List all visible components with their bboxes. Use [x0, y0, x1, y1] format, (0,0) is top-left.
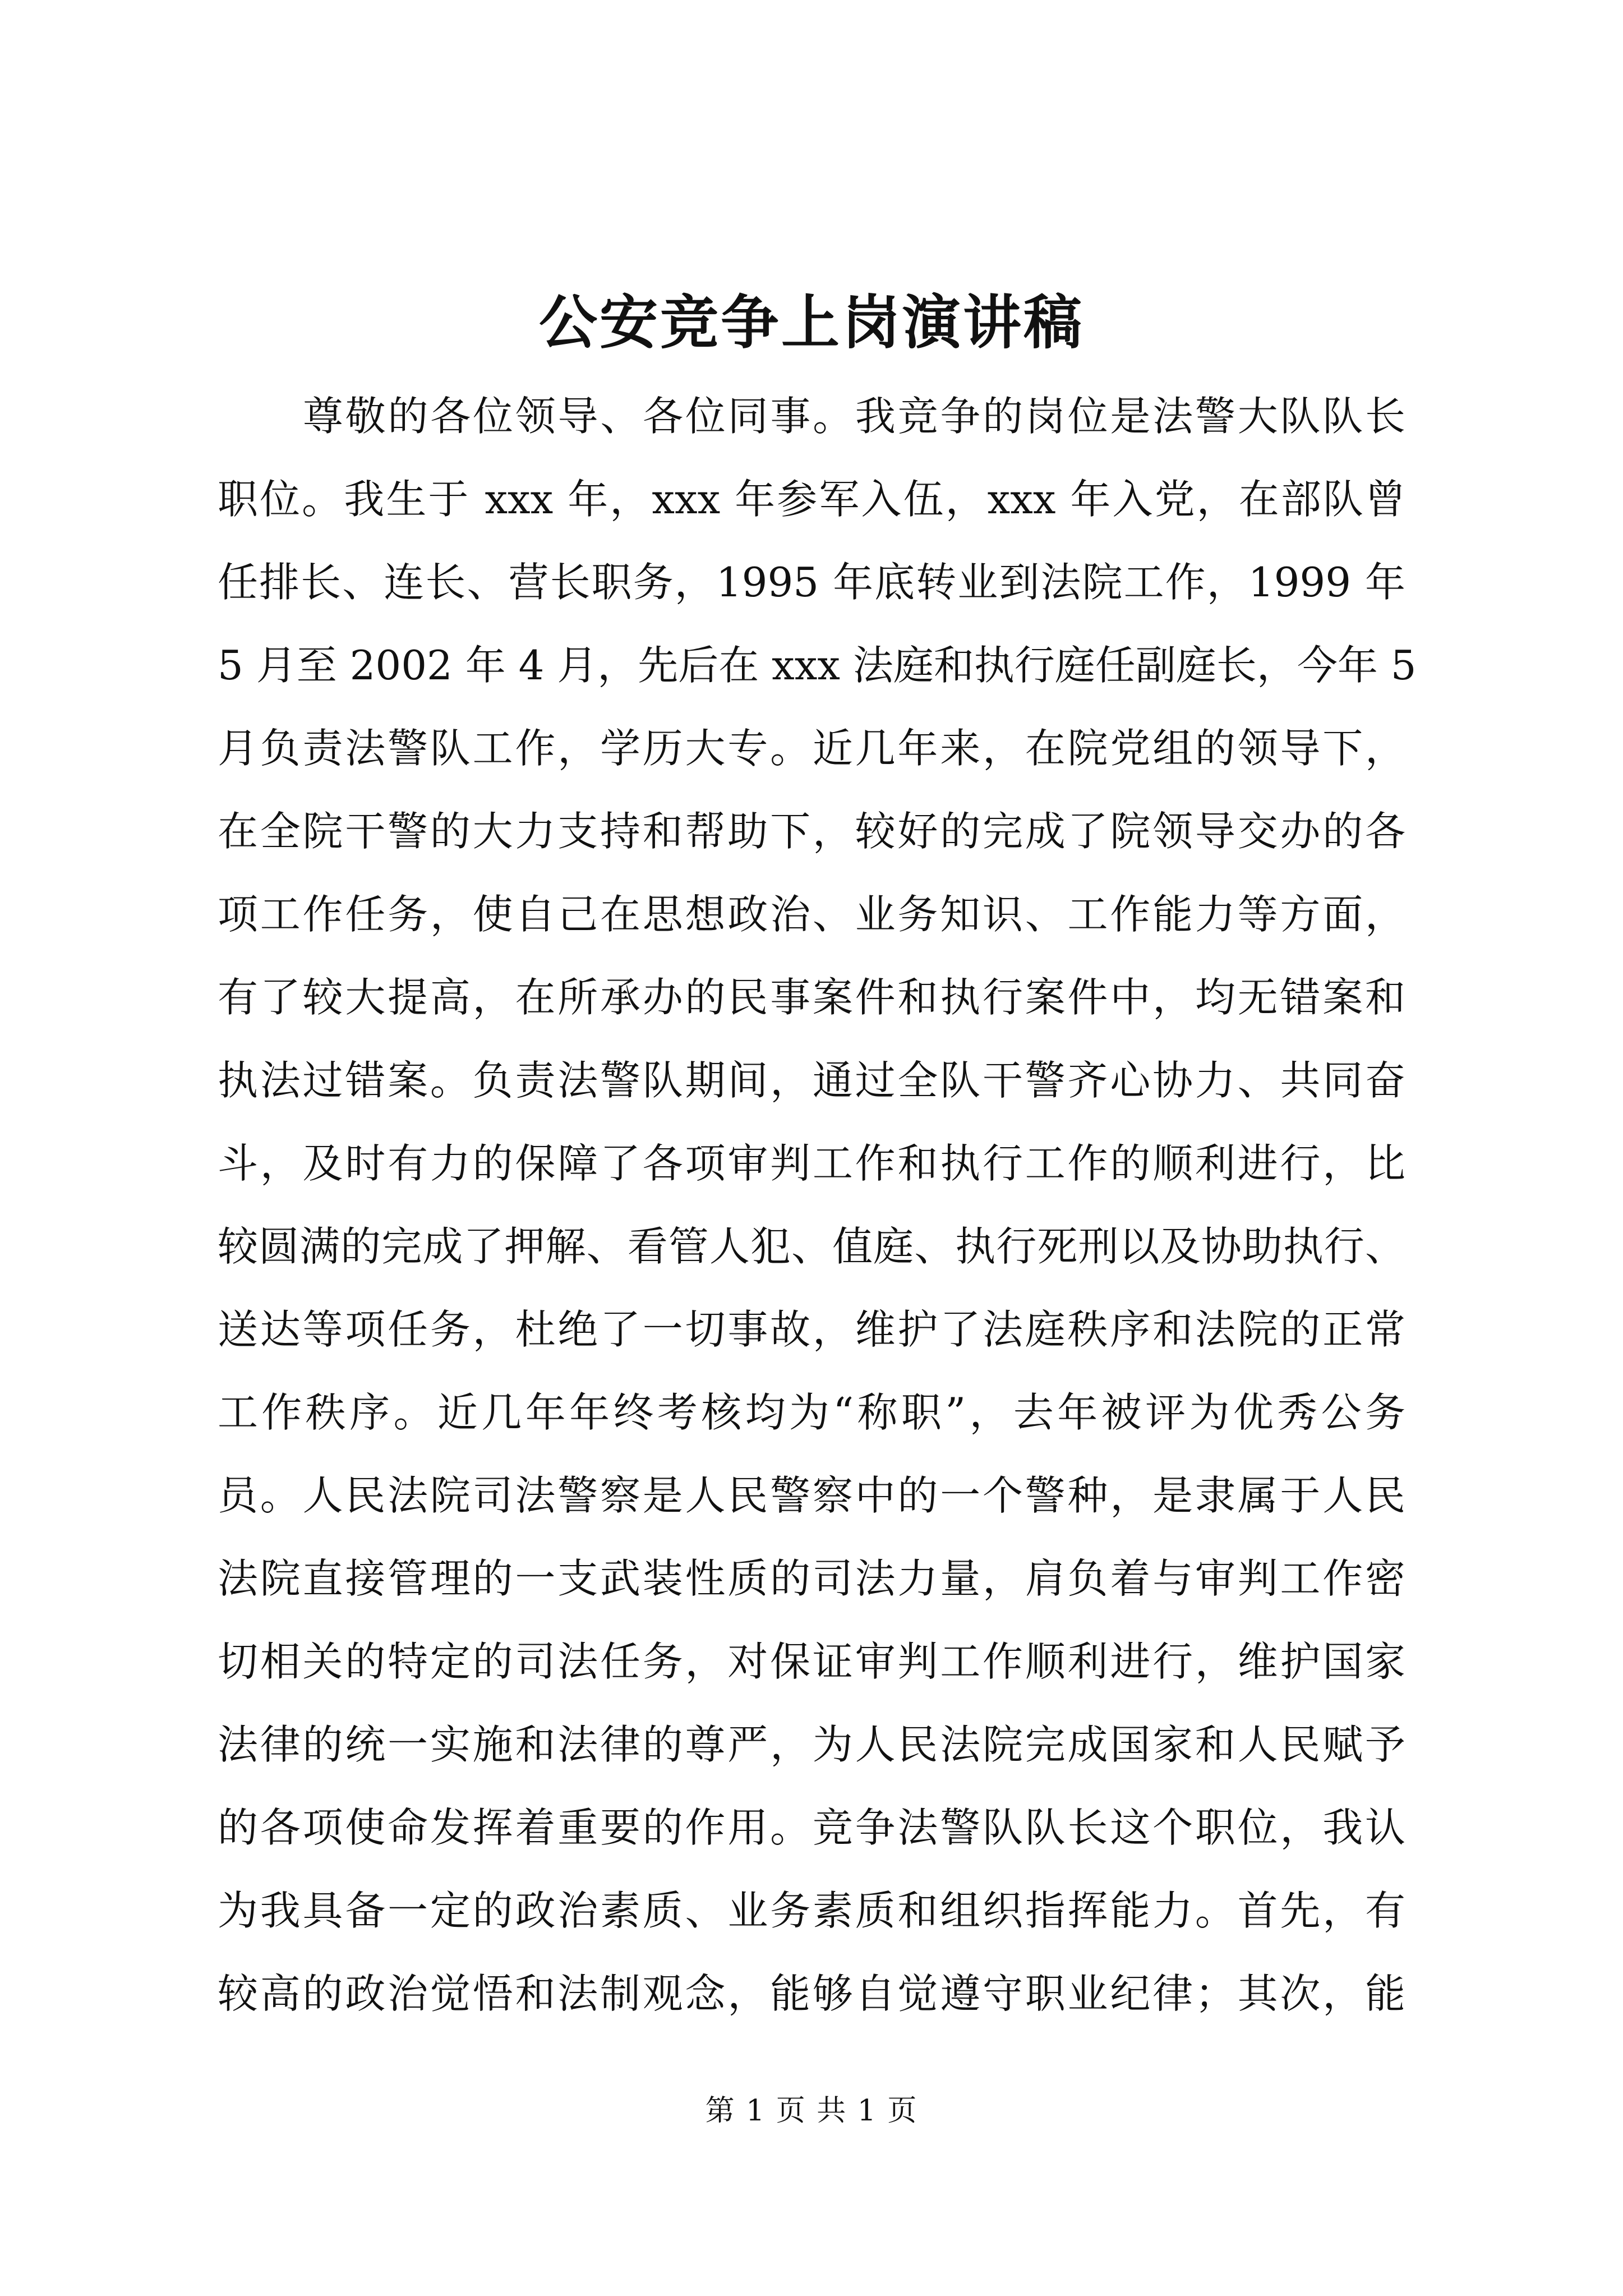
document-body: [218, 375, 1417, 2035]
body-line: 切相关的特定的司法任务，对保证审判工作顺利进行，维护国家: [218, 1638, 1405, 1685]
body-line: 法院直接管理的一支武装性质的司法力量，肩负着与审判工作密: [218, 1555, 1405, 1602]
body-line: 职位。我生于 xxx 年，xxx 年参军入伍，xxx 年入党，在部队曾: [218, 476, 1405, 523]
body-line: 法律的统一实施和法律的尊严，为人民法院完成国家和人民赋予: [218, 1721, 1405, 1768]
body-line: 员。人民法院司法警察是人民警察中的一个警种，是隶属于人民: [218, 1472, 1405, 1519]
page-number-footer: 第 1 页 共 1 页: [705, 2094, 918, 2128]
body-line: 项工作任务，使自己在思想政治、业务知识、工作能力等方面，: [218, 891, 1405, 938]
body-line: 5 月至 2002 年 4 月，先后在 xxx 法庭和执行庭任副庭长，今年 5: [218, 642, 1417, 689]
body-line: 为我具备一定的政治素质、业务素质和组织指挥能力。首先，有: [218, 1887, 1405, 1934]
body-line: 执法过错案。负责法警队期间，通过全队干警齐心协力、共同奋: [218, 1057, 1405, 1104]
body-line: 尊敬的各位领导、各位同事。我竞争的岗位是法警大队队长: [303, 393, 1405, 440]
body-line: 有了较大提高，在所承办的民事案件和执行案件中，均无错案和: [218, 974, 1405, 1021]
document-title: 公安竞争上岗演讲稿: [538, 288, 1084, 357]
body-line: 任排长、连长、营长职务，1995 年底转业到法院工作，1999 年: [218, 559, 1405, 606]
body-line: 的各项使命发挥着重要的作用。竞争法警队队长这个职位，我认: [218, 1804, 1405, 1851]
body-line: 送达等项任务，杜绝了一切事故，维护了法庭秩序和法院的正常: [218, 1306, 1405, 1353]
body-line: 在全院干警的大力支持和帮助下，较好的完成了院领导交办的各: [218, 808, 1405, 855]
body-line: 较圆满的完成了押解、看管人犯、值庭、执行死刑以及协助执行、: [218, 1223, 1405, 1270]
body-line: 较高的政治觉悟和法制观念，能够自觉遵守职业纪律；其次，能: [218, 1970, 1405, 2017]
body-line: 工作秩序。近几年年终考核均为“称职”，去年被评为优秀公务: [218, 1389, 1405, 1436]
body-line: 斗，及时有力的保障了各项审判工作和执行工作的顺利进行，比: [218, 1140, 1405, 1187]
body-line: 月负责法警队工作，学历大专。近几年来，在院党组的领导下，: [218, 725, 1405, 772]
